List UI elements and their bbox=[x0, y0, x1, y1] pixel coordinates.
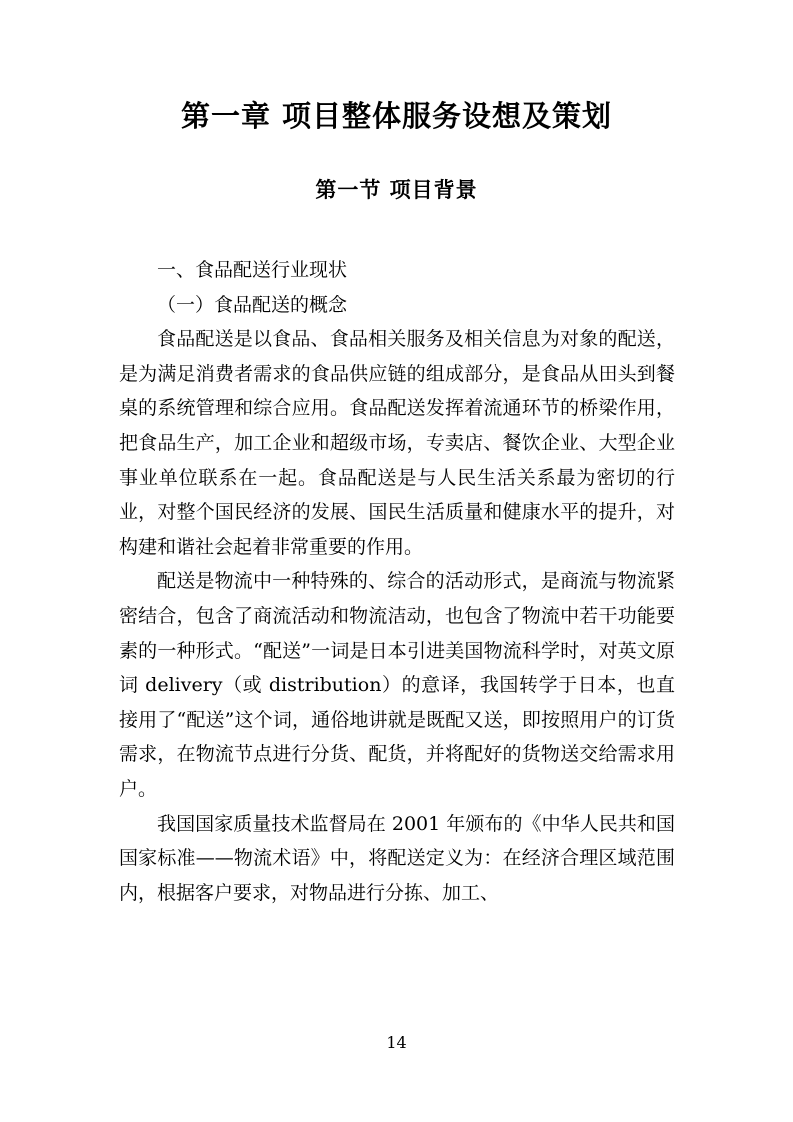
heading-level-1: 一、食品配送行业现状 bbox=[157, 259, 348, 281]
page-number: 14 bbox=[386, 1033, 407, 1052]
body-text bbox=[119, 253, 675, 910]
chapter-title: 第一章 项目整体服务设想及策划 bbox=[180, 99, 613, 133]
paragraph-delivery-definition: 配送是物流中一种特殊的、综合的活动形式，是商流与物流紧密结合，包含了商流活动和物流洁动，也包含了物流中若干功能要素的一种形式。“配送”一词是日本引进美国物流科学时，对英文原词 delivery（或 distribution）的意译，我国转学于日本，也直接用了“配送”这个词，通俗地讲就是既配又送，即按照用户的订货需求，在物流节点进行分货、配货，并将配好的货物送交给需求用户。 bbox=[119, 570, 675, 800]
heading-level-2: （一）食品配送的概念 bbox=[157, 293, 348, 316]
paragraph-national-standard: 我国国家质量技术监督局在 2001 年颁布的《中华人民共和国国家标准——物流术语》中，将配送定义为：在经济合理区域范围内，根据客户要求，对物品进行分拣、加工、 bbox=[119, 812, 675, 904]
paragraph-food-distribution-concept: 食品配送是以食品、食品相关服务及相关信息为对象的配送，是为满足消费者需求的食品供应链的组成部分，是食品从田头到餐桌的系统管理和综合应用。食品配送发挥着流通环节的桥梁作用，把食品生产，加工企业和超级市场，专卖店、餐饮企业、大型企业事业单位联系在一起。食品配送是与人民生活关系最为密切的行业，对整个国民经济的发展、国民生活质量和健康水平的提升，对构建和谐社会起着非常重要的作用。 bbox=[119, 328, 675, 558]
section-title: 第一节 项目背景 bbox=[315, 177, 478, 202]
